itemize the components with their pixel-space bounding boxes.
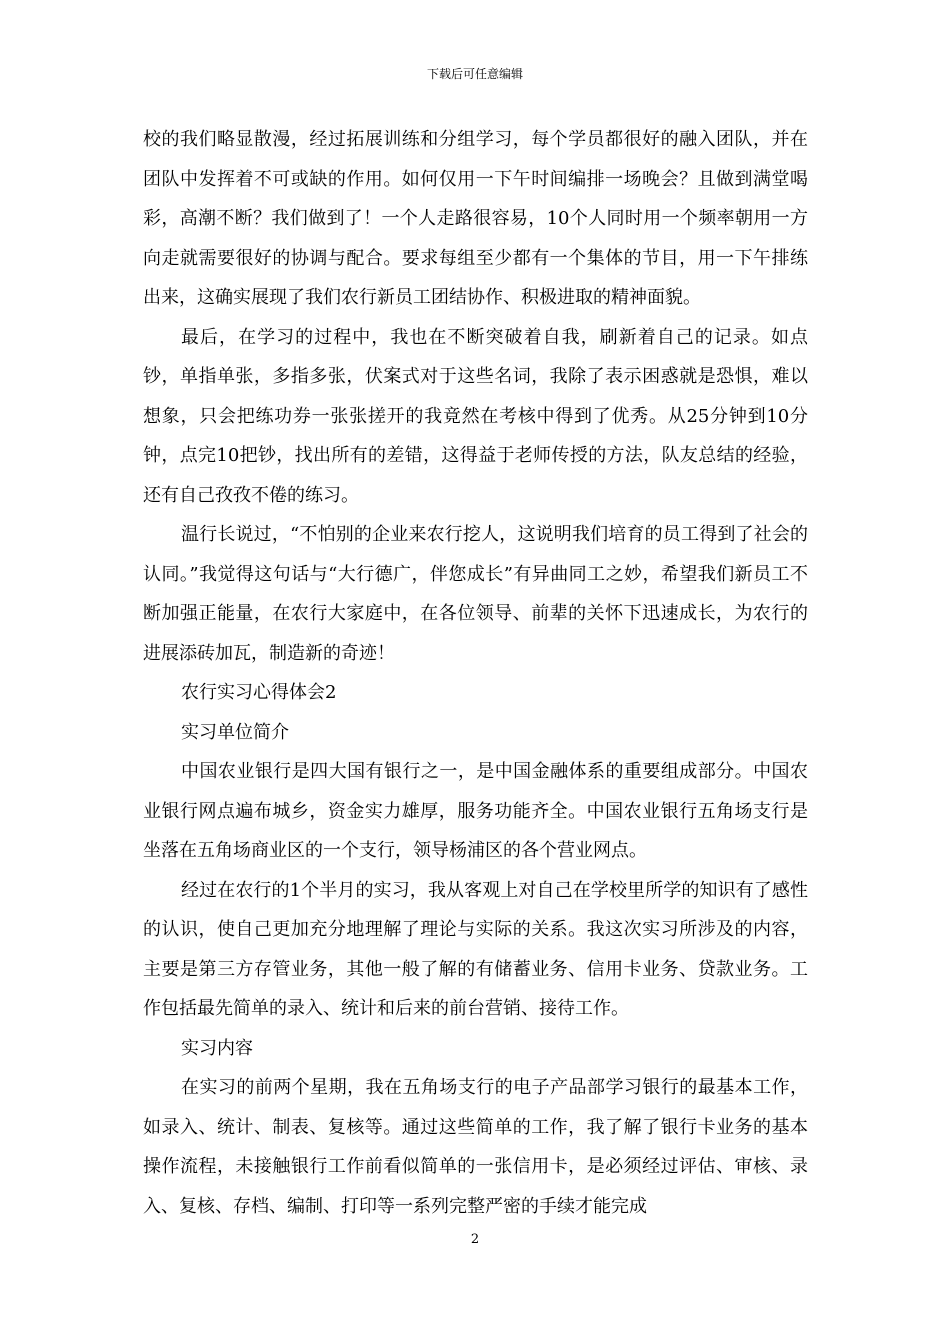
subheading: 实习内容 [181,1037,253,1059]
subheading: 实习单位简介 [181,721,289,743]
page-header: 下载后可任意编辑 [426,67,523,81]
page-number: 2 [470,1232,480,1247]
document-body [143,120,808,1226]
section-title: 农行实习心得体会2 [181,682,337,703]
paragraph-continuation: 校的我们略显散漫，经过拓展训练和分组学习，每个学员都很好的融入团队，并在团队中发挥着不可或缺的作用。如何仅用一下午时间编排一场晚会？且做到满堂喝彩，高潮不断？我们做到了！一个人走路很容易，10个人同时用一个频率朝用一方向走就需要很好的协调与配合。要求每组至少都有一个集体的节目，用一下午排练出来，这确实展现了我们农行新员工团结协作、积极进取的精神面貌。 [143,129,808,308]
paragraph: 在实习的前两个星期，我在五角场支行的电子产品部学习银行的最基本工作，如录入、统计、制表、复核等。通过这些简单的工作，我了解了银行卡业务的基本操作流程，未接触银行工作前看似简单的一张信用卡，是必须经过评估、审核、录入、复核、存档、编制、打印等一系列完整严密的手续才能完成 [143,1077,808,1217]
paragraph: 中国农业银行是四大国有银行之一，是中国金融体系的重要组成部分。中国农业银行网点遍布城乡，资金实力雄厚，服务功能齐全。中国农业银行五角场支行是坐落在五角场商业区的一个支行，领导杨浦区的各个营业网点。 [143,761,808,861]
paragraph: 经过在农行的1个半月的实习，我从客观上对自己在学校里所学的知识有了感性的认识，使自己更加充分地理解了理论与实际的关系。我这次实习所涉及的内容，主要是第三方存管业务，其他一般了解的有储蓄业务、信用卡业务、贷款业务。工作包括最先简单的录入、统计和后来的前台营销、接待工作。 [143,879,808,1019]
paragraph: 最后，在学习的过程中，我也在不断突破着自我，刷新着自己的记录。如点钞，单指单张，多指多张，伏案式对于这些名词，我除了表示困惑就是恐惧，难以想象，只会把练功券一张张搓开的我竟然在考核中得到了优秀。从25分钟到10分钟，点完10把钞，找出所有的差错，这得益于老师传授的方法，队友总结的经验，还有自己孜孜不倦的练习。 [143,326,808,506]
paragraph: 温行长说过，“不怕别的企业来农行挖人，这说明我们培育的员工得到了社会的认同。”我觉得这句话与“大行德广，伴您成长”有异曲同工之妙，希望我们新员工不断加强正能量，在农行大家庭中，在各位领导、前辈的关怀下迅速成长，为农行的进展添砖加瓦，制造新的奇迹！ [143,524,808,664]
